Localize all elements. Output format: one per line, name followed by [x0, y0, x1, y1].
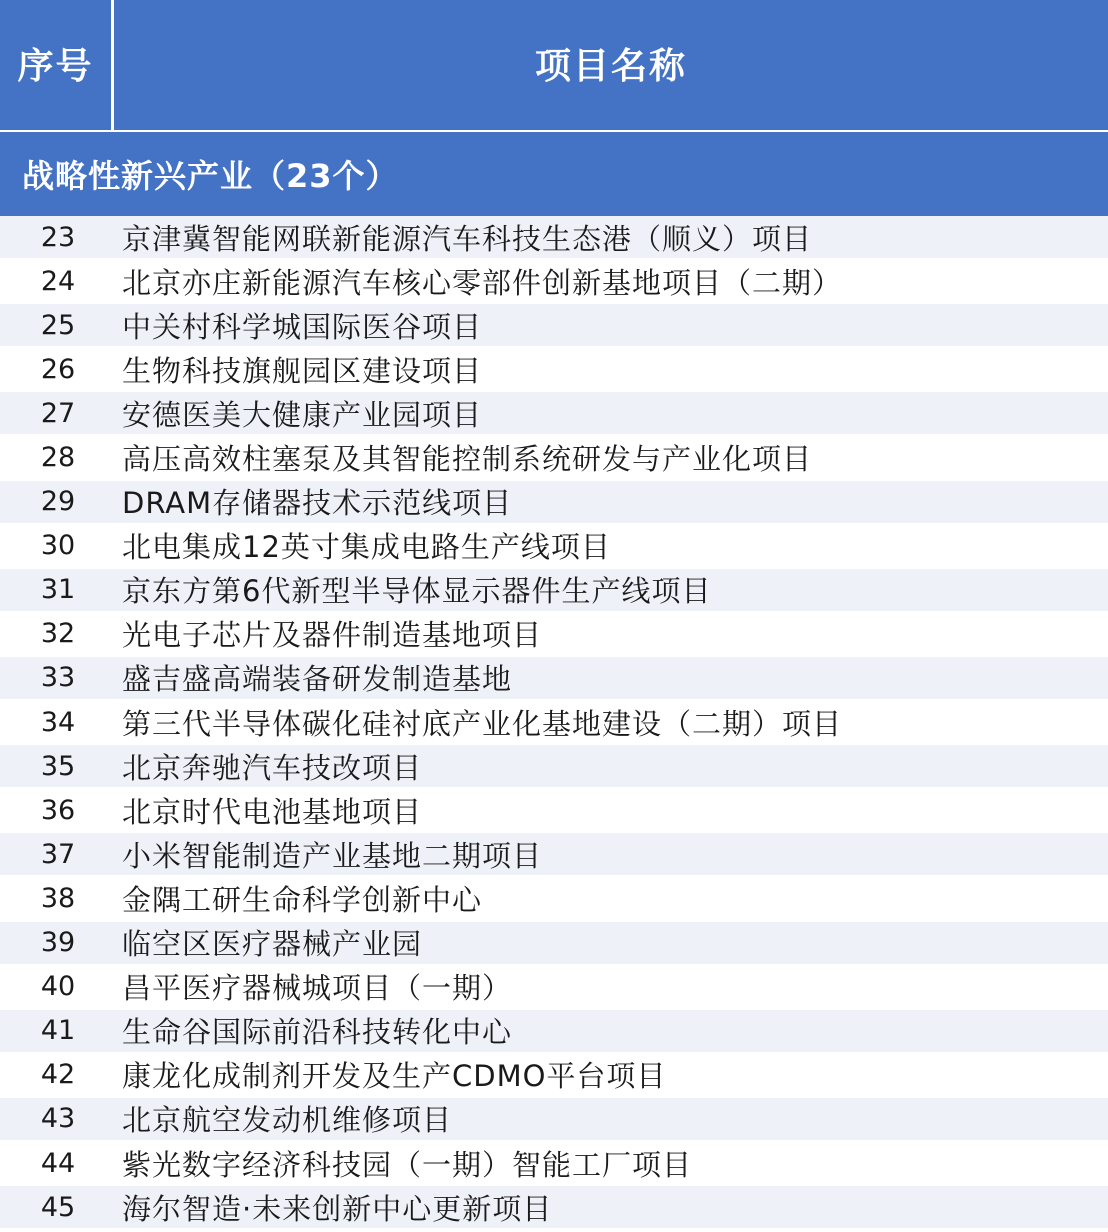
- row-project-name: 金隅工研生命科学创新中心: [122, 882, 483, 917]
- row-project-name: 盛吉盛高端装备研发制造基地: [122, 662, 513, 697]
- row-seq: 29: [40, 486, 76, 518]
- row-project-name: 生物科技旗舰园区建设项目: [122, 353, 483, 388]
- row-seq: 25: [40, 309, 76, 341]
- table-header: [0, 0, 1108, 132]
- table-body: [0, 216, 1108, 1230]
- row-seq: 26: [40, 353, 76, 385]
- table-row: [0, 569, 1108, 613]
- row-project-name: 临空区医疗器械产业园: [122, 927, 423, 962]
- row-project-name: 高压高效柱塞泵及其智能控制系统研发与产业化项目: [122, 442, 813, 477]
- table-row: [0, 657, 1108, 701]
- table-row: [0, 216, 1108, 260]
- row-project-name: 安德医美大健康产业园项目: [122, 397, 483, 432]
- row-seq: 43: [40, 1103, 76, 1135]
- table-row: [0, 1054, 1108, 1098]
- row-seq: 40: [40, 971, 76, 1003]
- row-project-name: 生命谷国际前沿科技转化中心: [122, 1015, 513, 1050]
- column-header-seq: 序号: [0, 0, 114, 130]
- row-seq: 30: [40, 530, 76, 562]
- table-row: [0, 1186, 1108, 1230]
- row-seq: 41: [40, 1015, 76, 1047]
- row-seq: 28: [40, 442, 76, 474]
- row-seq: 36: [40, 794, 76, 826]
- table-row: [0, 701, 1108, 745]
- row-project-name: 紫光数字经济科技园（一期）智能工厂项目: [122, 1147, 693, 1182]
- row-project-name: 中关村科学城国际医谷项目: [122, 309, 483, 344]
- table-row: [0, 392, 1108, 436]
- row-seq: 31: [40, 574, 76, 606]
- row-seq: 44: [40, 1147, 76, 1179]
- table-row: [0, 922, 1108, 966]
- row-project-name: 康龙化成制剂开发及生产CDMO平台项目: [122, 1059, 667, 1094]
- row-project-name: 北京亦庄新能源汽车核心零部件创新基地项目（二期）: [122, 265, 843, 300]
- row-project-name: 京东方第6代新型半导体显示器件生产线项目: [122, 574, 712, 609]
- row-project-name: 光电子芯片及器件制造基地项目: [122, 618, 543, 653]
- section-title: 战略性新兴产业（23个）: [0, 132, 1108, 216]
- table-row: [0, 304, 1108, 348]
- table-row: [0, 348, 1108, 392]
- table-row: [0, 436, 1108, 480]
- row-seq: 32: [40, 618, 76, 650]
- row-project-name: DRAM存储器技术示范线项目: [122, 486, 513, 521]
- row-seq: 37: [40, 838, 76, 870]
- row-seq: 23: [40, 221, 76, 253]
- row-project-name: 北京奔驰汽车技改项目: [122, 750, 423, 785]
- row-seq: 33: [40, 662, 76, 694]
- table-row: [0, 481, 1108, 525]
- row-seq: 24: [40, 265, 76, 297]
- table-row: [0, 525, 1108, 569]
- table-row: [0, 789, 1108, 833]
- table-row: [0, 1098, 1108, 1142]
- table-row: [0, 966, 1108, 1010]
- table-row: [0, 877, 1108, 921]
- row-project-name: 京津冀智能网联新能源汽车科技生态港（顺义）项目: [122, 221, 813, 256]
- row-seq: 38: [40, 882, 76, 914]
- row-project-name: 小米智能制造产业基地二期项目: [122, 838, 543, 873]
- table-row: [0, 745, 1108, 789]
- table-row: [0, 260, 1108, 304]
- table-row: [0, 1142, 1108, 1186]
- row-seq: 27: [40, 397, 76, 429]
- row-project-name: 北京航空发动机维修项目: [122, 1103, 453, 1138]
- table-row: [0, 1010, 1108, 1054]
- row-seq: 35: [40, 750, 76, 782]
- row-seq: 39: [40, 927, 76, 959]
- table-row: [0, 613, 1108, 657]
- row-project-name: 北京时代电池基地项目: [122, 794, 423, 829]
- column-header-name: 项目名称: [534, 45, 687, 87]
- row-seq: 34: [40, 706, 76, 738]
- row-project-name: 第三代半导体碳化硅衬底产业化基地建设（二期）项目: [122, 706, 843, 741]
- row-seq: 42: [40, 1059, 76, 1091]
- table-row: [0, 833, 1108, 877]
- row-project-name: 昌平医疗器械城项目（一期）: [122, 971, 513, 1006]
- row-project-name: 北电集成12英寸集成电路生产线项目: [122, 530, 611, 565]
- row-seq: 45: [40, 1191, 76, 1223]
- row-project-name: 海尔智造·未来创新中心更新项目: [122, 1191, 553, 1226]
